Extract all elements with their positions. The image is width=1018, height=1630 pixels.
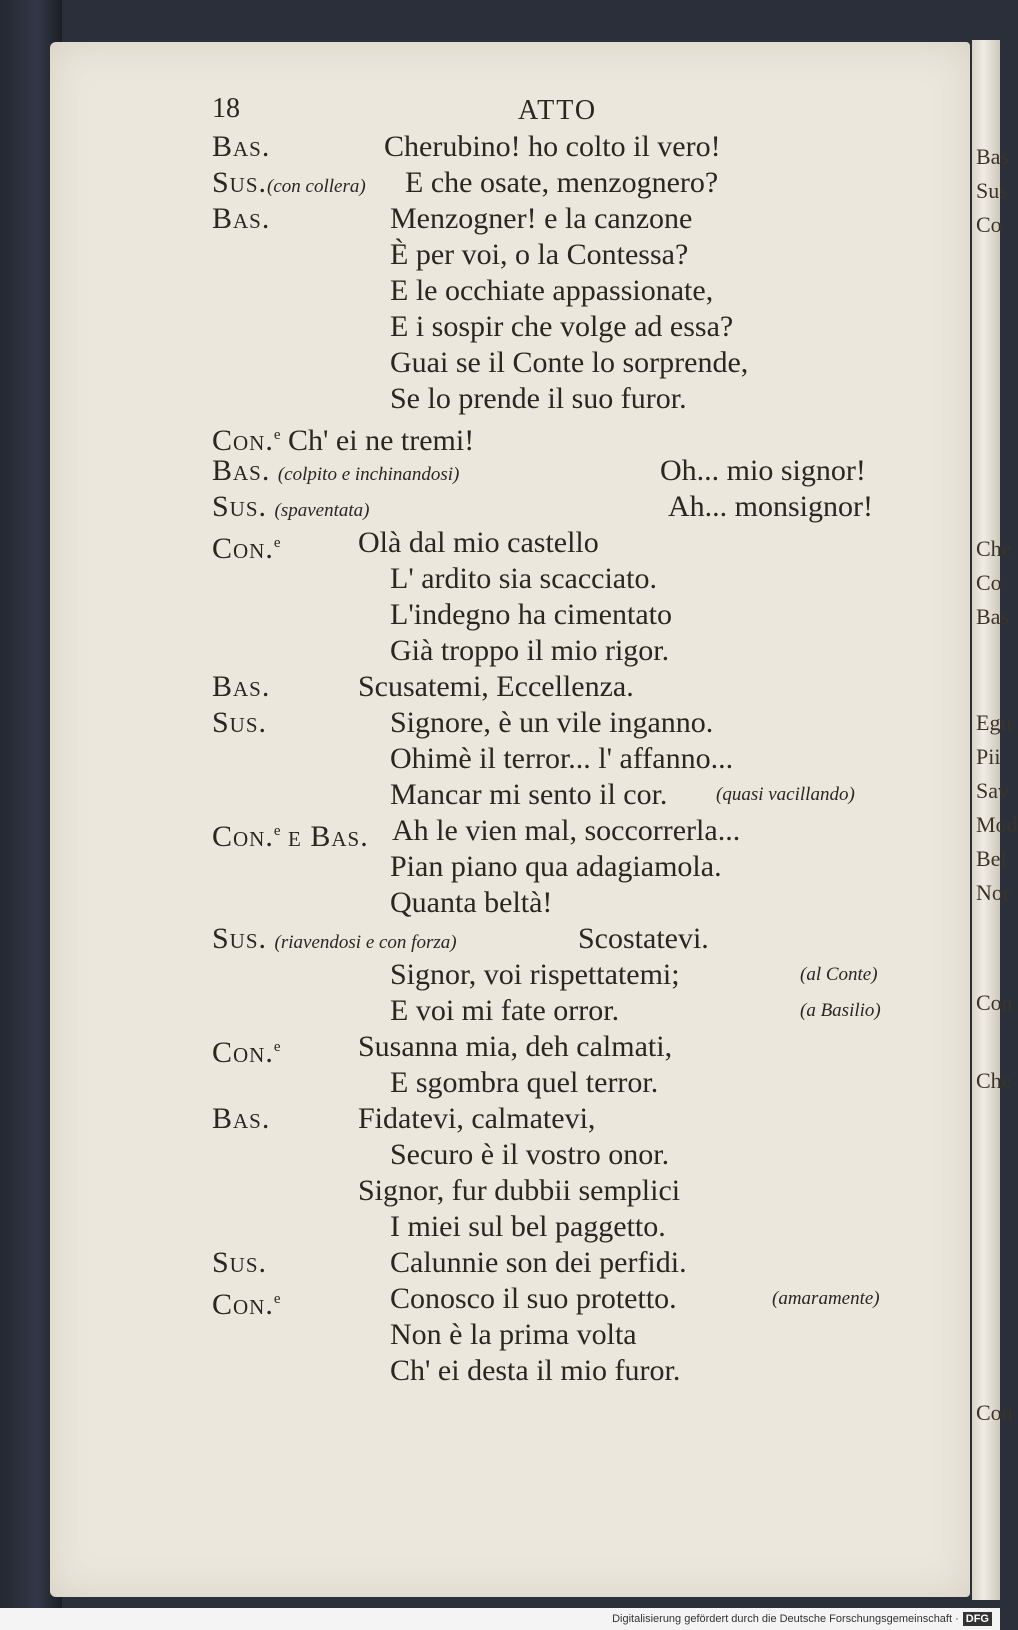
speaker-label: Bas. — [212, 1102, 271, 1135]
next-page-fragment: Mod — [976, 812, 1018, 837]
verse-line: Susanna mia, deh calmati, — [358, 1030, 673, 1063]
speaker-with-direction — [212, 166, 366, 204]
next-page-fragment: Con — [976, 1400, 1013, 1425]
verse-line: Signore, è un vile inganno. — [390, 706, 714, 739]
next-page-fragment: Bas — [976, 604, 1009, 629]
verse-line: Ch' ei ne tremi! — [288, 424, 475, 457]
speaker-label: Sus. — [212, 922, 268, 955]
verse-line: I miei sul bel paggetto. — [390, 1210, 666, 1243]
verse-line: Olà dal mio castello — [358, 526, 599, 559]
verse-line: E sgombra quel terror. — [390, 1066, 659, 1099]
next-page-fragment: Che — [976, 1068, 1012, 1093]
verse-line: L'indegno ha cimentato — [390, 598, 672, 631]
speaker — [212, 1030, 281, 1070]
dfg-logo: DFG — [963, 1612, 992, 1626]
speaker-superscript: e — [273, 427, 281, 443]
next-page-fragment: Co — [976, 570, 1002, 595]
digitization-footer — [0, 1608, 1000, 1630]
speaker-label: Con. — [212, 424, 274, 457]
speaker-label: Con. — [212, 1288, 274, 1321]
speaker-label: Sus. — [212, 166, 268, 199]
verse-line: Se lo prende il suo furor. — [390, 382, 687, 415]
next-page-fragment: Con — [976, 990, 1013, 1015]
speaker-label: Sus. — [212, 706, 268, 739]
speaker-label: Sus. — [212, 490, 268, 523]
speaker-label: Bas. — [212, 670, 271, 703]
speaker-with-direction — [212, 922, 457, 960]
verse-line: Fidatevi, calmatevi, — [358, 1102, 596, 1135]
verse-line: Ohimè il terror... l' affanno... — [390, 742, 734, 775]
verse-line: Mancar mi sento il cor. — [390, 778, 668, 811]
verse-line: E le occhiate appassionate, — [390, 274, 714, 307]
speaker-superscript: e — [273, 1291, 281, 1307]
verse-line: E che osate, menzognero? — [405, 166, 719, 199]
next-page-fragment: Sus — [976, 178, 1008, 203]
verse-line: E voi mi fate orror. — [390, 994, 620, 1027]
speaker-with-direction — [212, 490, 370, 528]
speaker — [212, 1282, 281, 1322]
speaker-with-text — [212, 418, 474, 458]
speaker-with-direction — [212, 454, 459, 492]
speaker-label: Con. — [212, 820, 274, 853]
next-page-fragment: Bas — [976, 144, 1009, 169]
verse-line: Già troppo il mio rigor. — [390, 634, 670, 667]
speaker-label: Con. — [212, 532, 274, 565]
next-page-fragment: Che — [976, 536, 1012, 561]
footer-credit: Digitalisierung gefördert durch die Deutsche Forschungsgemeinschaft · — [612, 1613, 959, 1625]
speaker-label: Bas. — [212, 454, 271, 487]
speaker-superscript: e — [273, 1039, 281, 1055]
stage-direction: (colpito e inchinandosi) — [277, 464, 460, 485]
verse-line: Menzogner! e la canzone — [390, 202, 693, 235]
speaker — [212, 526, 281, 566]
verse-line: Securo è il vostro onor. — [390, 1138, 670, 1171]
stage-direction: (amaramente) — [772, 1288, 880, 1309]
page-number: 18 — [212, 93, 240, 124]
next-page-fragment: Co — [976, 212, 1002, 237]
stage-direction: (a Basilio) — [800, 1000, 881, 1021]
stage-direction: (quasi vacillando) — [716, 784, 855, 805]
running-head: ATTO — [518, 95, 598, 126]
speaker-superscript: e — [273, 823, 281, 839]
verse-line: Ah... monsignor! — [668, 490, 873, 523]
speaker-label: Sus. — [212, 1246, 268, 1279]
verse-line: E i sospir che volge ad essa? — [390, 310, 734, 343]
verse-line: Ch' ei desta il mio furor. — [390, 1354, 681, 1387]
verse-line: Pian piano qua adagiamola. — [390, 850, 722, 883]
stage-direction: (riavendosi e con forza) — [274, 932, 457, 953]
verse-line: Calunnie son dei perfidi. — [390, 1246, 687, 1279]
speaker-label: Con. — [212, 1036, 274, 1069]
verse-line: Non è la prima volta — [390, 1318, 637, 1351]
speaker-superscript: e — [273, 535, 281, 551]
next-page-fragment: Sav — [976, 778, 1009, 803]
verse-line: Oh... mio signor! — [660, 454, 866, 487]
verse-line: L' ardito sia scacciato. — [390, 562, 657, 595]
verse-line: Signor, fur dubbii semplici — [358, 1174, 681, 1207]
speaker-label: Bas. — [212, 130, 271, 163]
next-page-fragment: Bel — [976, 846, 1007, 871]
verse-line: Quanta beltà! — [390, 886, 553, 919]
verse-line: Ah le vien mal, soccorrerla... — [392, 814, 741, 847]
verse-line: Signor, voi rispettatemi; — [390, 958, 680, 991]
stage-direction: (spaventata) — [274, 500, 370, 521]
verse-line: Guai se il Conte lo sorprende, — [390, 346, 749, 379]
speaker-label: Bas. — [212, 202, 271, 235]
verse-line: Scostatevi. — [578, 922, 709, 955]
next-page-fragment: Pii — [976, 744, 1001, 769]
stage-direction: (con collera) — [267, 176, 366, 197]
next-page-fragment: Egu — [976, 710, 1012, 735]
verse-line: È per voi, o la Contessa? — [390, 238, 689, 271]
speaker-label: e Bas. — [288, 820, 369, 853]
verse-line: Scusatemi, Eccellenza. — [358, 670, 634, 703]
verse-line: Conosco il suo protetto. — [390, 1282, 677, 1315]
verse-line: Cherubino! ho colto il vero! — [384, 130, 721, 163]
speaker-pair — [212, 814, 369, 854]
stage-direction: (al Conte) — [800, 964, 878, 985]
next-page-fragment: Nor — [976, 880, 1011, 905]
